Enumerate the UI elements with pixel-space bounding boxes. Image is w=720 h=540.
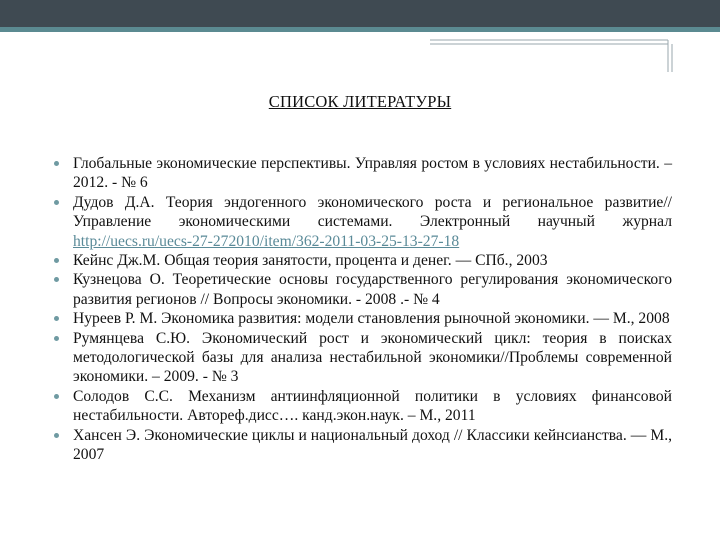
reference-list bbox=[52, 154, 672, 465]
reference-text: Кузнецова О. Теоретические основы государственного регулирования экономического развития регионов // Вопросы экономики. - 2008 .- № 4 bbox=[73, 271, 672, 308]
reference-item bbox=[52, 309, 672, 328]
bullet-icon bbox=[54, 316, 59, 321]
reference-text: Солодов С.С. Механизм антиинфляционной политики в условиях финансовой нестабильности. Автореф.дисс…. канд.экон.наук. – М., 2011 bbox=[73, 387, 672, 425]
bullet-icon bbox=[54, 336, 59, 341]
reference-text: Кейнс Дж.М. Общая теория занятости, процента и денег. — СПб., 2003 bbox=[73, 252, 548, 270]
bullet-icon bbox=[54, 258, 59, 263]
reference-text: Хансен Э. Экономические циклы и национальный доход // Классики кейнсианства. — М., 2007 bbox=[73, 426, 672, 464]
reference-item bbox=[52, 426, 672, 465]
reference-item bbox=[52, 154, 672, 193]
reference-item bbox=[52, 193, 672, 251]
page-title: СПИСОК ЛИТЕРАТУРЫ bbox=[268, 92, 452, 111]
bullet-icon bbox=[54, 200, 59, 205]
reference-text: Дудов Д.А. Теория эндогенного экономического роста и региональное развитие//Управление экономическими системами. Электронный научный журнал bbox=[73, 193, 672, 231]
reference-item bbox=[52, 387, 672, 426]
bullet-icon bbox=[54, 161, 59, 166]
header-bar bbox=[0, 0, 720, 27]
decorative-corner-lines bbox=[0, 32, 720, 72]
reference-text: Румянцева С.Ю. Экономический рост и экономический цикл: теория в поисках методологической базы для анализа нестабильной экономики//Проблемы современной экономики. – 2009. - № 3 bbox=[73, 329, 672, 386]
reference-text: Нуреев Р. М. Экономика развития: модели становления рыночной экономики. — М., 2008 bbox=[73, 310, 670, 328]
reference-link[interactable]: http://uecs.ru/uecs-27-272010/item/362-2011-03-25-13-27-18 bbox=[73, 232, 460, 250]
reference-item bbox=[52, 270, 672, 309]
reference-item bbox=[52, 329, 672, 387]
bullet-icon bbox=[54, 394, 59, 399]
bullet-icon bbox=[54, 277, 59, 282]
bullet-icon bbox=[54, 433, 59, 438]
reference-text: Глобальные экономические перспективы. Управляя ростом в условиях нестабильности. – 2012. - № 6 bbox=[73, 155, 672, 192]
reference-item bbox=[52, 251, 672, 270]
